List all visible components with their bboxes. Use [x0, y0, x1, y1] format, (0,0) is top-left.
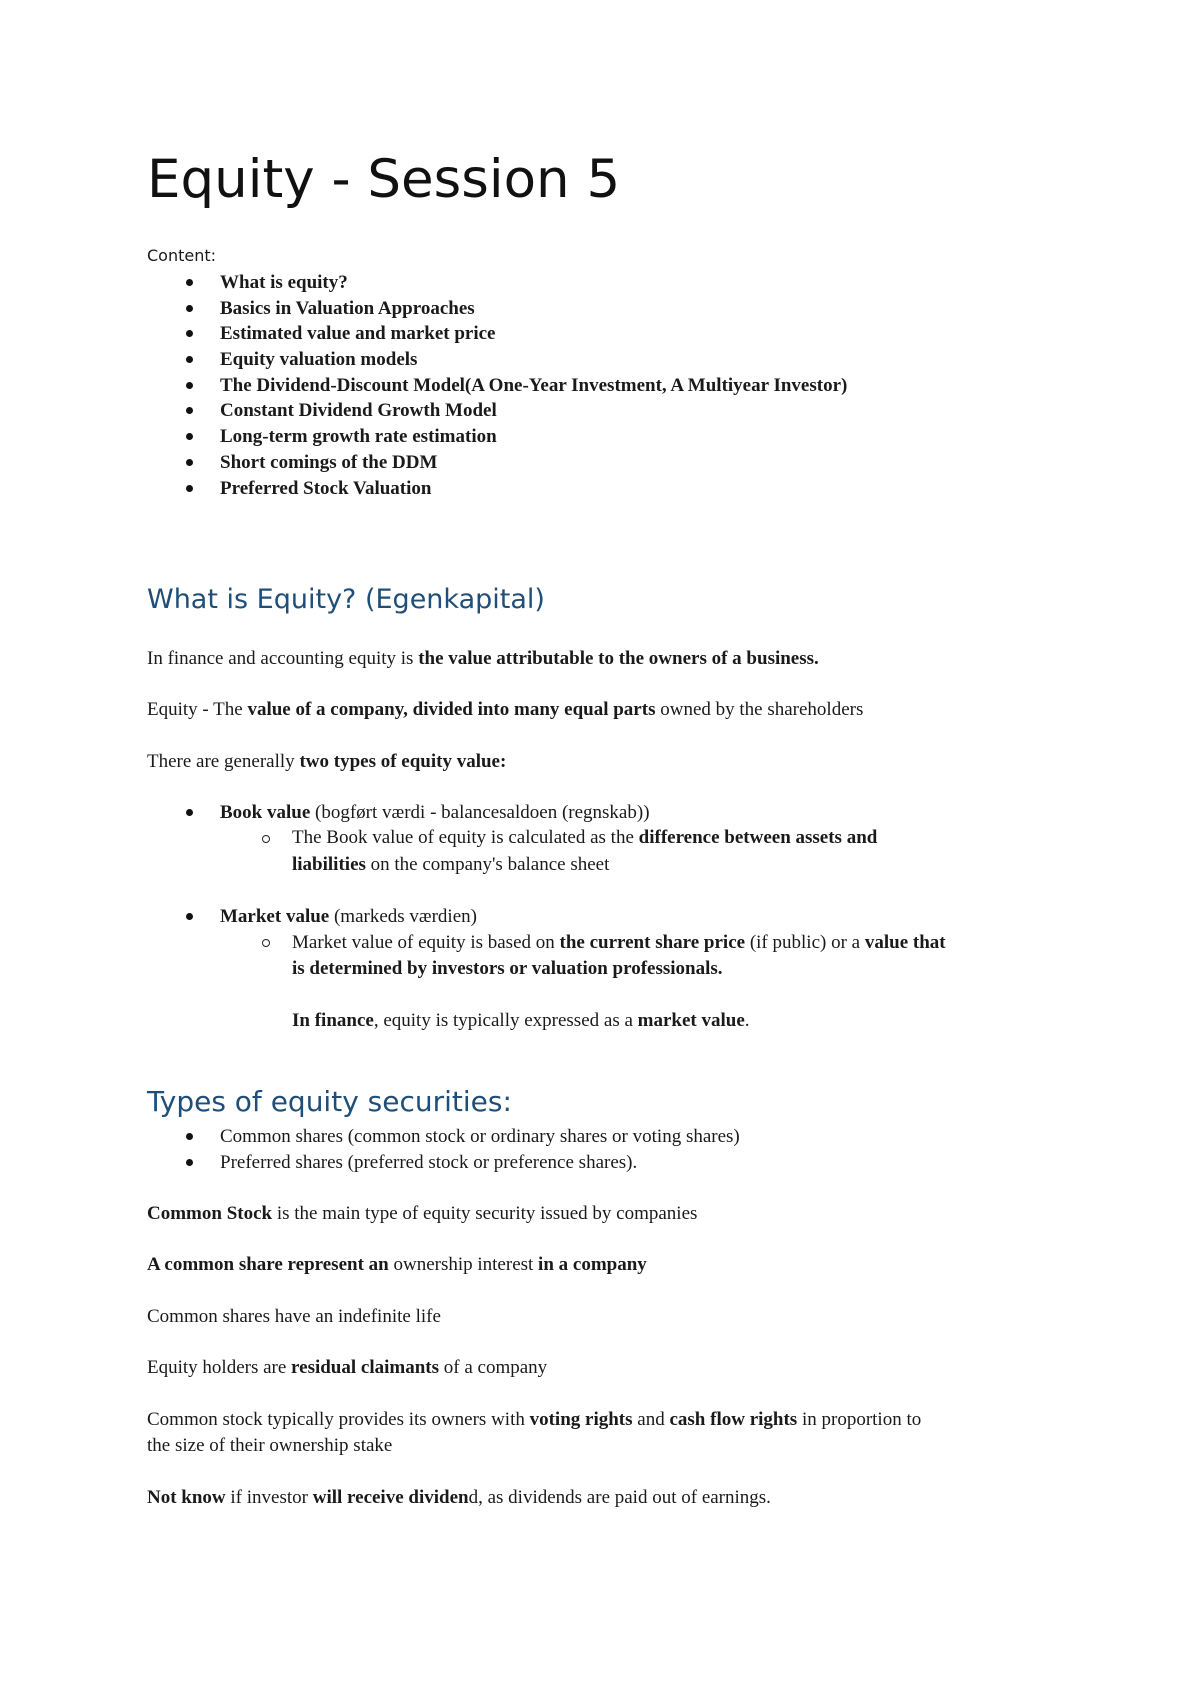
market-value-bullet: [147, 904, 477, 930]
paragraph-common-share: A common share represent an ownership interest in a company: [147, 1254, 647, 1275]
paragraph-residual-claimants: Equity holders are residual claimants of a company: [147, 1357, 548, 1378]
market-value-detail-line1: Market value of equity is based on the current share price (if public) or a value that: [292, 932, 946, 953]
paragraph-indefinite-life: Common shares have an indefinite life: [147, 1306, 441, 1327]
toc-item: Basics in Valuation Approaches: [147, 296, 847, 322]
book-value-detail-line2: liabilities on the company's balance sheet: [292, 854, 610, 875]
toc-item: The Dividend-Discount Model(A One-Year Investment, A Multiyear Investor): [147, 373, 847, 399]
toc-item: Equity valuation models: [147, 347, 847, 373]
market-value-detail-line2: is determined by investors or valuation professionals.: [292, 958, 723, 979]
list-item: Common shares (common stock or ordinary shares or voting shares): [147, 1124, 740, 1150]
paragraph-common-stock: Common Stock is the main type of equity security issued by companies: [147, 1203, 698, 1224]
paragraph-rights-line1: Common stock typically provides its owners with voting rights and cash flow rights in proportion to: [147, 1409, 922, 1430]
sub-bullet-icon: [262, 939, 270, 947]
paragraph-equity-definition: In finance and accounting equity is the value attributable to the owners of a business.: [147, 648, 819, 669]
paragraph-types-intro: There are generally two types of equity value:: [147, 751, 507, 772]
equity-securities-list: [147, 1124, 740, 1176]
list-item: Preferred shares (preferred stock or preference shares).: [147, 1150, 740, 1176]
sub-bullet-icon: [262, 835, 270, 843]
toc-item: Long-term growth rate estimation: [147, 424, 847, 450]
toc-item: What is equity?: [147, 270, 847, 296]
paragraph-rights-line2: the size of their ownership stake: [147, 1435, 393, 1456]
toc-item: Preferred Stock Valuation: [147, 476, 847, 502]
paragraph-dividend: Not know if investor will receive dividend, as dividends are paid out of earnings.: [147, 1487, 771, 1508]
toc-list: [147, 270, 847, 501]
toc-item: Short comings of the DDM: [147, 450, 847, 476]
toc-item: Estimated value and market price: [147, 321, 847, 347]
list-item: Book value (bogført værdi - balancesaldoen (regnskab)): [147, 800, 650, 826]
toc-item: Constant Dividend Growth Model: [147, 398, 847, 424]
section-heading-types-of-equity: Types of equity securities:: [147, 1085, 512, 1118]
book-value-bullet: [147, 800, 650, 826]
paragraph-equity-value: Equity - The value of a company, divided into many equal parts owned by the shareholders: [147, 699, 864, 720]
section-heading-what-is-equity: What is Equity? (Egenkapital): [147, 584, 545, 615]
book-value-detail-line1: The Book value of equity is calculated as the difference between assets and: [292, 827, 878, 848]
paragraph-in-finance: In finance, equity is typically expressed as a market value.: [292, 1010, 750, 1031]
content-label: Content:: [147, 246, 217, 265]
page-title: Equity - Session 5: [147, 149, 621, 210]
list-item: Market value (markeds værdien): [147, 904, 477, 930]
